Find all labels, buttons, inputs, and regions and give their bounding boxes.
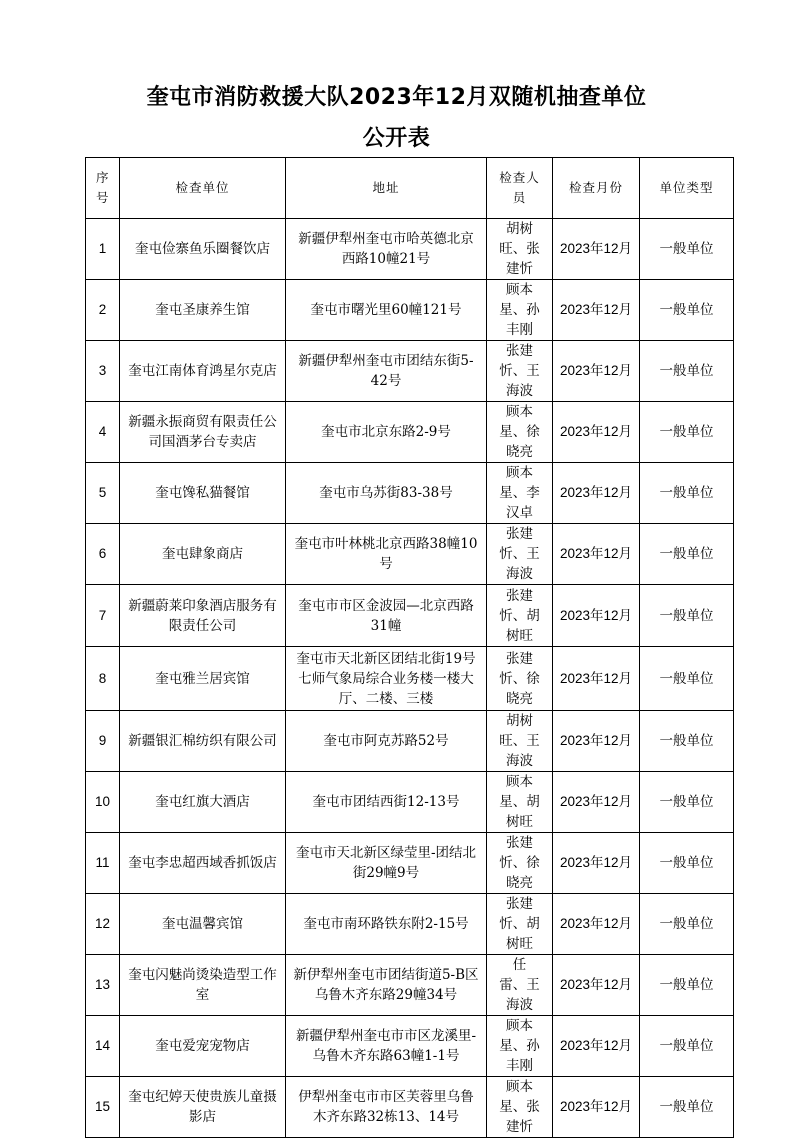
cell-unit: 奎屯温馨宾馆 (120, 894, 286, 955)
cell-month: 2023年12月 (553, 280, 640, 341)
cell-unit: 新疆银汇棉纺织有限公司 (120, 711, 286, 772)
cell-unit: 奎屯纪婷天使贵族儿童摄影店 (120, 1077, 286, 1138)
cell-type: 一般单位 (640, 280, 734, 341)
cell-inspectors: 顾本星、孙丰刚 (487, 1016, 553, 1077)
cell-type: 一般单位 (640, 402, 734, 463)
cell-no: 6 (86, 524, 120, 585)
cell-inspectors: 顾本星、徐晓亮 (487, 402, 553, 463)
cell-type: 一般单位 (640, 772, 734, 833)
cell-inspectors: 张建忻、王海波 (487, 524, 553, 585)
cell-no: 12 (86, 894, 120, 955)
header-no: 序号 (86, 158, 120, 219)
table-row (86, 463, 734, 524)
cell-inspectors: 张建忻、徐晓亮 (487, 647, 553, 711)
cell-no: 9 (86, 711, 120, 772)
cell-month: 2023年12月 (553, 463, 640, 524)
cell-no: 13 (86, 955, 120, 1016)
cell-month: 2023年12月 (553, 833, 640, 894)
cell-inspectors: 顾本星、胡树旺 (487, 772, 553, 833)
table-row (86, 524, 734, 585)
cell-unit: 奎屯圣康养生馆 (120, 280, 286, 341)
cell-address: 奎屯市乌苏街83-38号 (286, 463, 487, 524)
cell-address: 奎屯市天北新区绿莹里-团结北街29幢9号 (286, 833, 487, 894)
header-month: 检查月份 (553, 158, 640, 219)
table-row (86, 402, 734, 463)
cell-type: 一般单位 (640, 463, 734, 524)
cell-no: 5 (86, 463, 120, 524)
cell-type: 一般单位 (640, 894, 734, 955)
cell-inspectors: 张建忻、胡树旺 (487, 894, 553, 955)
document-subtitle: 公开表 (362, 126, 431, 151)
cell-inspectors: 张建忻、徐晓亮 (487, 833, 553, 894)
header-address: 地址 (286, 158, 487, 219)
cell-type: 一般单位 (640, 711, 734, 772)
cell-month: 2023年12月 (553, 711, 640, 772)
cell-type: 一般单位 (640, 833, 734, 894)
cell-inspectors: 顾本星、孙丰刚 (487, 280, 553, 341)
table-row (86, 280, 734, 341)
cell-no: 7 (86, 585, 120, 647)
cell-address: 新疆伊犁州奎屯市哈英德北京西路10幢21号 (286, 219, 487, 280)
cell-address: 奎屯市北京东路2-9号 (286, 402, 487, 463)
cell-month: 2023年12月 (553, 955, 640, 1016)
cell-unit: 奎屯江南体育鸿星尔克店 (120, 341, 286, 402)
cell-type: 一般单位 (640, 341, 734, 402)
header-inspectors: 检查人员 (487, 158, 553, 219)
table-row (86, 647, 734, 711)
cell-unit: 奎屯雅兰居宾馆 (120, 647, 286, 711)
cell-inspectors: 顾本星、李汉卓 (487, 463, 553, 524)
cell-month: 2023年12月 (553, 402, 640, 463)
cell-no: 8 (86, 647, 120, 711)
cell-address: 奎屯市团结西街12-13号 (286, 772, 487, 833)
cell-address: 奎屯市叶林桃北京西路38幢10号 (286, 524, 487, 585)
cell-no: 4 (86, 402, 120, 463)
cell-address: 奎屯市曙光里60幢121号 (286, 280, 487, 341)
cell-month: 2023年12月 (553, 772, 640, 833)
cell-month: 2023年12月 (553, 894, 640, 955)
cell-month: 2023年12月 (553, 585, 640, 647)
cell-unit: 奎屯肆象商店 (120, 524, 286, 585)
cell-type: 一般单位 (640, 955, 734, 1016)
cell-month: 2023年12月 (553, 647, 640, 711)
cell-unit: 奎屯馋私猫餐馆 (120, 463, 286, 524)
header-type: 单位类型 (640, 158, 734, 219)
cell-unit: 新疆蔚莱印象酒店服务有限责任公司 (120, 585, 286, 647)
cell-address: 奎屯市市区金波园—北京西路31幢 (286, 585, 487, 647)
table-row (86, 894, 734, 955)
cell-no: 15 (86, 1077, 120, 1138)
cell-no: 1 (86, 219, 120, 280)
cell-address: 新疆伊犁州奎屯市团结东街5-42号 (286, 341, 487, 402)
cell-unit: 新疆永振商贸有限责任公司国酒茅台专卖店 (120, 402, 286, 463)
cell-inspectors: 张建忻、王海波 (487, 341, 553, 402)
cell-type: 一般单位 (640, 524, 734, 585)
cell-address: 伊犁州奎屯市市区芙蓉里乌鲁木齐东路32栋13、14号 (286, 1077, 487, 1138)
cell-type: 一般单位 (640, 1077, 734, 1138)
cell-month: 2023年12月 (553, 341, 640, 402)
table-row (86, 955, 734, 1016)
cell-address: 新伊犁州奎屯市团结街道5-B区乌鲁木齐东路29幢34号 (286, 955, 487, 1016)
cell-month: 2023年12月 (553, 1016, 640, 1077)
cell-no: 11 (86, 833, 120, 894)
cell-month: 2023年12月 (553, 219, 640, 280)
cell-unit: 奎屯俭寨鱼乐圈餐饮店 (120, 219, 286, 280)
cell-unit: 奎屯爱宠宠物店 (120, 1016, 286, 1077)
table-row (86, 1016, 734, 1077)
cell-no: 3 (86, 341, 120, 402)
inspection-table (85, 157, 734, 1138)
cell-month: 2023年12月 (553, 1077, 640, 1138)
table-header-row (86, 158, 734, 219)
cell-inspectors: 胡树旺、王海波 (487, 711, 553, 772)
table-row (86, 219, 734, 280)
table-row (86, 585, 734, 647)
cell-address: 奎屯市天北新区团结北街19号七师气象局综合业务楼一楼大厅、二楼、三楼 (286, 647, 487, 711)
cell-type: 一般单位 (640, 647, 734, 711)
cell-type: 一般单位 (640, 1016, 734, 1077)
cell-no: 10 (86, 772, 120, 833)
cell-unit: 奎屯红旗大酒店 (120, 772, 286, 833)
cell-address: 奎屯市阿克苏路52号 (286, 711, 487, 772)
table-row (86, 341, 734, 402)
cell-unit: 奎屯李忠超西域香抓饭店 (120, 833, 286, 894)
cell-month: 2023年12月 (553, 524, 640, 585)
cell-inspectors: 任 雷、王海波 (487, 955, 553, 1016)
cell-address: 新疆伊犁州奎屯市市区龙溪里-乌鲁木齐东路63幢1-1号 (286, 1016, 487, 1077)
cell-no: 14 (86, 1016, 120, 1077)
cell-type: 一般单位 (640, 585, 734, 647)
table-row (86, 772, 734, 833)
cell-no: 2 (86, 280, 120, 341)
table-row (86, 833, 734, 894)
table-row (86, 711, 734, 772)
cell-inspectors: 顾本星、张建忻 (487, 1077, 553, 1138)
table-row (86, 1077, 734, 1138)
header-unit: 检查单位 (120, 158, 286, 219)
cell-type: 一般单位 (640, 219, 734, 280)
cell-address: 奎屯市南环路铁东附2-15号 (286, 894, 487, 955)
cell-unit: 奎屯闪魅尚烫染造型工作室 (120, 955, 286, 1016)
document-title: 奎屯市消防救援大队2023年12月双随机抽查单位 (146, 85, 647, 110)
cell-inspectors: 张建忻、胡树旺 (487, 585, 553, 647)
cell-inspectors: 胡树旺、张建忻 (487, 219, 553, 280)
